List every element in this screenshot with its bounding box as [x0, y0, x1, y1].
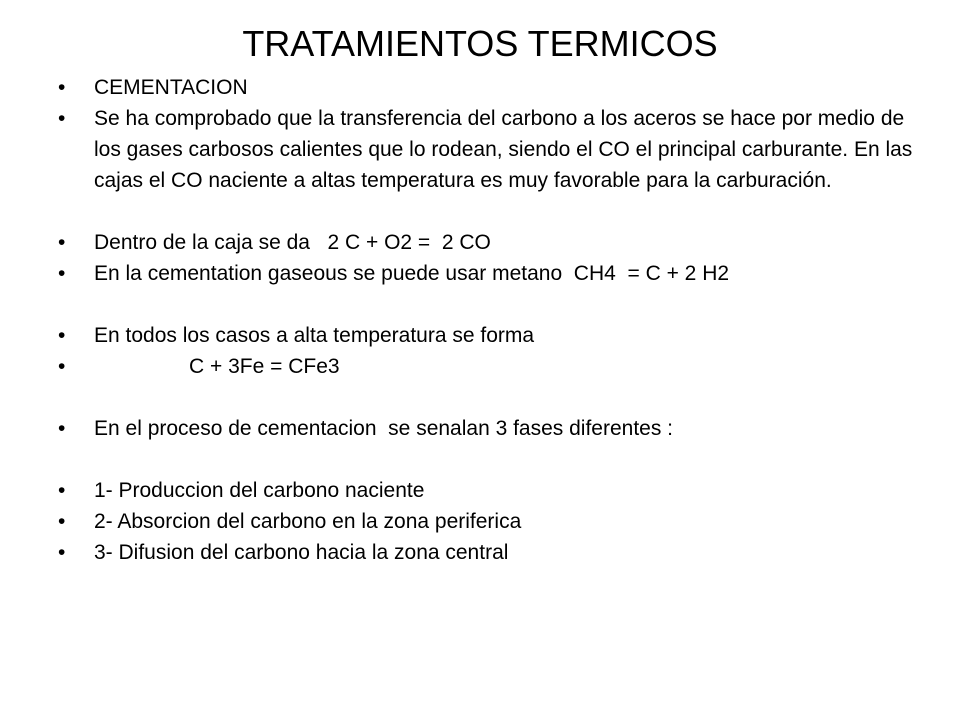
bullet-item — [58, 320, 918, 351]
bullet-text: 2- Absorcion del carbono en la zona periferica — [94, 510, 522, 533]
bullet-text: En todos los casos a alta temperatura se forma — [94, 324, 535, 347]
bullet-icon: • — [58, 417, 66, 440]
slide-title: TRATAMIENTOS TERMICOS — [242, 23, 718, 64]
bullet-icon: • — [58, 107, 66, 130]
bullet-list — [58, 72, 918, 568]
bullet-item — [58, 413, 918, 444]
spacer — [58, 444, 918, 475]
bullet-item — [58, 351, 918, 382]
bullet-item — [58, 506, 918, 537]
bullet-text: 1- Produccion del carbono naciente — [94, 479, 425, 502]
bullet-item — [58, 227, 918, 258]
bullet-icon: • — [58, 231, 66, 254]
bullet-text: CEMENTACION — [94, 76, 248, 99]
spacer — [58, 289, 918, 320]
equation-text: C + 3Fe = CFe3 — [189, 355, 340, 378]
spacer — [58, 196, 918, 227]
bullet-item — [58, 475, 918, 506]
spacer — [58, 382, 918, 413]
bullet-icon: • — [58, 262, 66, 285]
bullet-icon: • — [58, 479, 66, 502]
bullet-item — [58, 537, 918, 568]
bullet-text: Dentro de la caja se da 2 C + O2 = 2 CO — [94, 231, 491, 254]
bullet-item — [58, 258, 918, 289]
bullet-text: Se ha comprobado que la transferencia del carbono a los aceros se hace por medio de los gases carbosos calientes que lo rodean, siendo el CO el principal carburante. En las cajas el CO naciente a altas temperatura es muy favorable para la carburación. — [94, 107, 913, 192]
bullet-text: En el proceso de cementacion se senalan 3 fases diferentes : — [94, 417, 674, 440]
bullet-icon: • — [58, 510, 66, 533]
bullet-item — [58, 103, 918, 196]
bullet-item — [58, 72, 918, 103]
bullet-icon: • — [58, 76, 66, 99]
bullet-icon: • — [58, 541, 66, 564]
bullet-icon: • — [58, 355, 66, 378]
bullet-text: 3- Difusion del carbono hacia la zona central — [94, 541, 509, 564]
bullet-icon: • — [58, 324, 66, 347]
bullet-text: En la cementation gaseous se puede usar metano CH4 = C + 2 H2 — [94, 262, 730, 285]
